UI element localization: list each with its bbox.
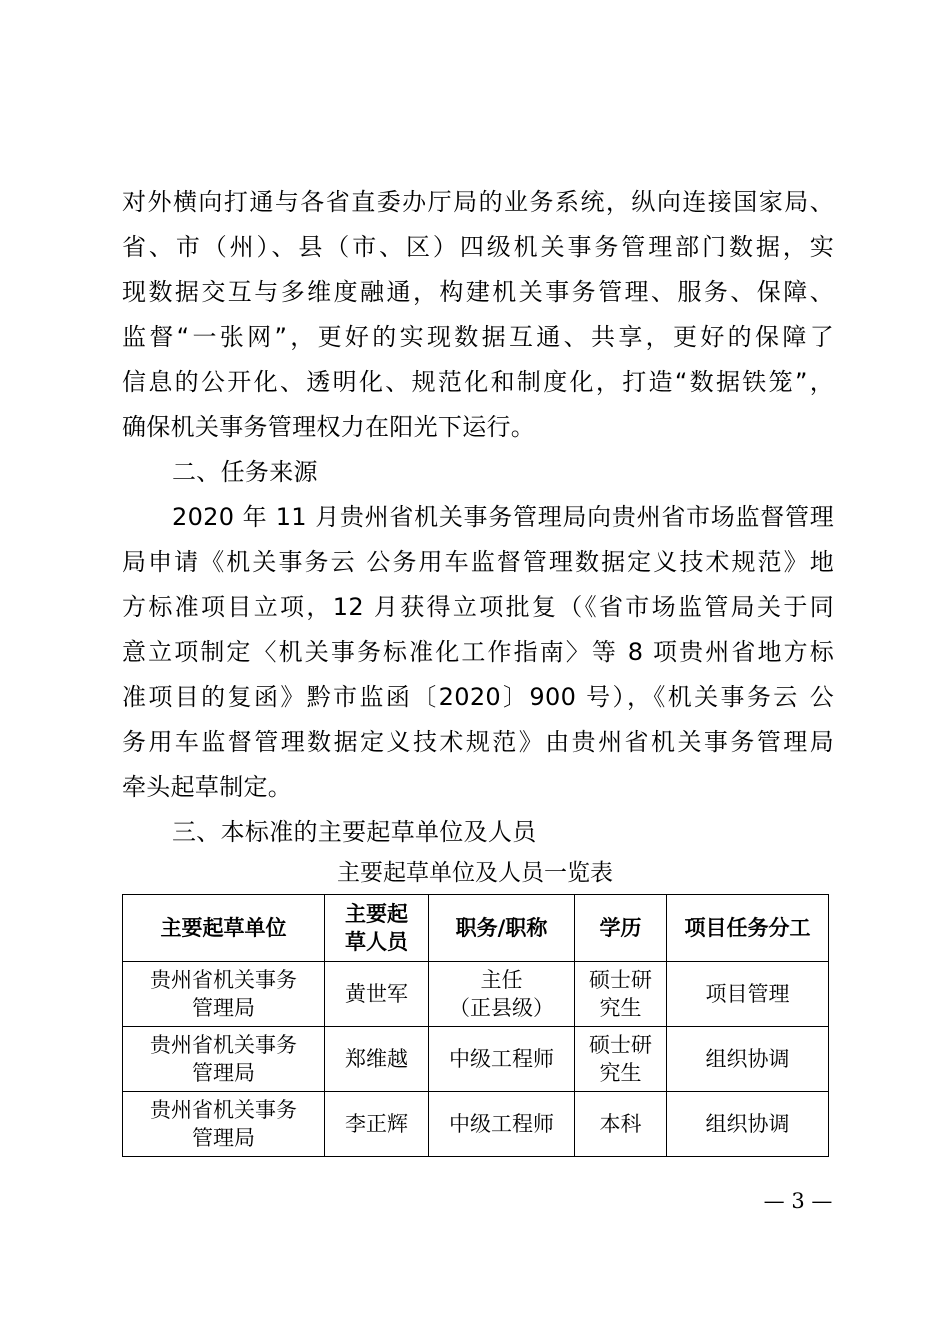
paragraph-line: 局申请《机关事务云 公务用车监督管理数据定义技术规范》地 bbox=[122, 548, 834, 576]
cell-unit bbox=[123, 1092, 325, 1157]
paragraph-line: 牵头起草制定。 bbox=[122, 773, 293, 801]
cell-person: 郑维越 bbox=[325, 1027, 429, 1092]
cell-education bbox=[575, 1027, 667, 1092]
cell-text: 硕士研 bbox=[589, 968, 652, 992]
cell-text: 贵州省机关事务 bbox=[150, 1033, 297, 1057]
section-heading: 三、本标准的主要起草单位及人员 bbox=[172, 818, 537, 846]
cell-task: 组织协调 bbox=[667, 1092, 829, 1157]
table-row bbox=[123, 1027, 829, 1092]
cell-education: 本科 bbox=[575, 1092, 667, 1157]
paragraph-line: 方标准项目立项，12 月获得立项批复（《省市场监管局关于同 bbox=[122, 593, 834, 621]
page-number: — 3 — bbox=[763, 1189, 833, 1213]
cell-text: 贵州省机关事务 bbox=[150, 1098, 297, 1122]
paragraph-continuation bbox=[122, 180, 834, 450]
header-person-line2: 草人员 bbox=[345, 930, 408, 954]
cell-text: 贵州省机关事务 bbox=[150, 968, 297, 992]
cell-text: 管理局 bbox=[192, 996, 255, 1020]
paragraph-line: 省、市（州）、县（市、区）四级机关事务管理部门数据，实 bbox=[122, 233, 834, 261]
cell-text: 主任 bbox=[480, 968, 523, 992]
table-title: 主要起草单位及人员一览表 bbox=[337, 860, 613, 886]
cell-title bbox=[429, 962, 575, 1027]
cell-text: （正县级） bbox=[449, 996, 554, 1020]
cell-education bbox=[575, 962, 667, 1027]
header-title: 职务/职称 bbox=[429, 895, 575, 962]
cell-text: 硕士研 bbox=[589, 1033, 652, 1057]
section-drafters bbox=[122, 810, 834, 855]
cell-person: 黄世军 bbox=[325, 962, 429, 1027]
cell-task: 组织协调 bbox=[667, 1027, 829, 1092]
paragraph-line: 信息的公开化、透明化、规范化和制度化，打造“数据铁笼”， bbox=[122, 368, 834, 396]
header-unit: 主要起草单位 bbox=[123, 895, 325, 962]
cell-text: 管理局 bbox=[192, 1126, 255, 1150]
paragraph-line: 准项目的复函》黔市监函〔2020〕900 号），《机关事务云 公 bbox=[122, 683, 834, 711]
cell-title: 中级工程师 bbox=[429, 1027, 575, 1092]
table-row bbox=[123, 962, 829, 1027]
paragraph-line: 2020 年 11 月贵州省机关事务管理局向贵州省市场监督管理 bbox=[172, 503, 834, 531]
paragraph-line: 确保机关事务管理权力在阳光下运行。 bbox=[122, 413, 536, 441]
section-heading: 二、任务来源 bbox=[172, 458, 318, 486]
table-header-row bbox=[123, 895, 829, 962]
cell-text: 究生 bbox=[599, 1061, 642, 1085]
cell-text: 究生 bbox=[599, 996, 642, 1020]
paragraph-line: 务用车监督管理数据定义技术规范》由贵州省机关事务管理局 bbox=[122, 728, 834, 756]
table-row bbox=[123, 1092, 829, 1157]
cell-unit bbox=[123, 1027, 325, 1092]
header-person bbox=[325, 895, 429, 962]
paragraph-line: 意立项制定〈机关事务标准化工作指南〉等 8 项贵州省地方标 bbox=[122, 638, 834, 666]
header-person-line1: 主要起 bbox=[345, 902, 408, 926]
cell-person: 李正辉 bbox=[325, 1092, 429, 1157]
header-task: 项目任务分工 bbox=[667, 895, 829, 962]
header-education: 学历 bbox=[575, 895, 667, 962]
section-task-source bbox=[122, 450, 834, 810]
cell-title: 中级工程师 bbox=[429, 1092, 575, 1157]
paragraph-line: 对外横向打通与各省直委办厅局的业务系统，纵向连接国家局、 bbox=[122, 188, 834, 216]
drafters-table bbox=[122, 894, 829, 1157]
paragraph-line: 监督“一张网”，更好的实现数据互通、共享，更好的保障了 bbox=[122, 323, 834, 351]
paragraph-line: 现数据交互与多维度融通，构建机关事务管理、服务、保障、 bbox=[122, 278, 834, 306]
cell-unit bbox=[123, 962, 325, 1027]
cell-task: 项目管理 bbox=[667, 962, 829, 1027]
cell-text: 管理局 bbox=[192, 1061, 255, 1085]
